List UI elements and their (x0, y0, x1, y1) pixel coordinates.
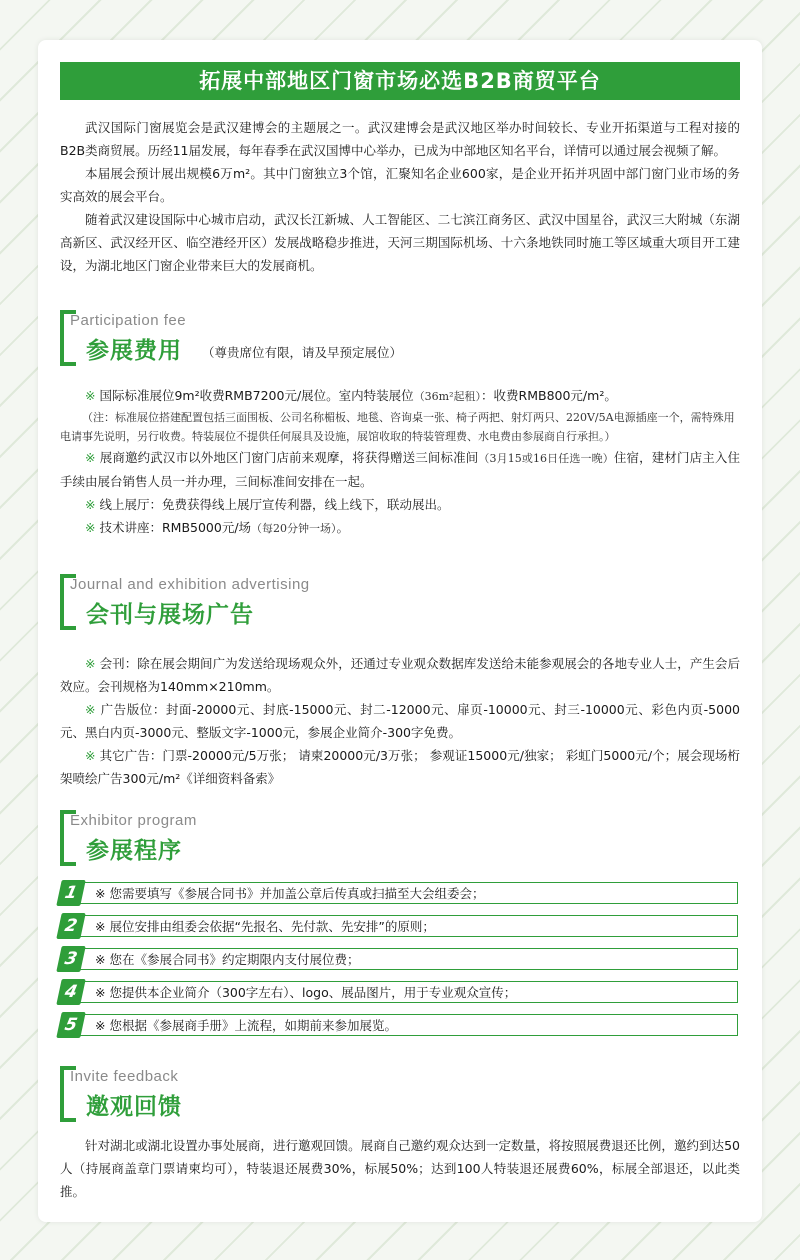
fee-heading-cn: 参展费用 (86, 338, 182, 364)
fee-standard-booth: ※ 国际标准展位9m²收费RMB7200元/展位。室内特装展位（36m²起租）：收费RMB800元/m²。 (85, 388, 617, 403)
ads-journal: ※ 会刊：除在展会期间广为发送给现场观众外，还通过专业观众数据库发送给未能参观展会的各地专业人士，产生会后效应。会刊规格为140mm×210mm。 (60, 656, 740, 694)
feedback-heading-en: Invite feedback (70, 1068, 179, 1085)
feedback-text: 针对湖北或湖北设置办事处展商，进行邀观回馈。展商自己邀约观众达到一定数量，将按照展费退还比例，邀约到达50人（持展商盖章门票请柬均可），特装退还展费30%，标展50%；达到100人特装退还展费60%，标展全部退还，以此类推。 (60, 1138, 740, 1199)
feedback-heading-cn: 邀观回馈 (86, 1094, 182, 1120)
feedback-section-header (60, 1066, 740, 1130)
brochure-card (38, 40, 762, 1222)
program-section-header (60, 810, 740, 874)
step-number-badge: 1 (56, 880, 86, 906)
fee-section-body (60, 384, 740, 540)
fee-store-invitation: ※ 展商邀约武汉市以外地区门窗门店前来观摩，将获得赠送三间标准间（3月15或16日任选一晚）住宿，建材门店主入住手续由展台销售人员一并办理，三间标准间安排在一起。 (60, 450, 740, 489)
program-step (62, 1014, 738, 1036)
reference-mark: ※ (85, 388, 96, 403)
reference-mark: ※ (85, 520, 96, 535)
reference-mark: ※ (85, 497, 96, 512)
step-text: ※ 您根据《参展商手册》上流程，如期前来参加展览。 (95, 1018, 397, 1033)
reference-mark: ※ (85, 656, 96, 671)
reference-mark: ※ (85, 450, 96, 465)
intro-paragraph-2: 本届展会预计展出规模6万m²。其中门窗独立3个馆，汇聚知名企业600家，是企业开拓并巩固中部门窗门业市场的务实高效的展会平台。 (60, 166, 740, 204)
fee-online-hall: ※ 线上展厅：免费获得线上展厅宣传利器，线上线下，联动展出。 (85, 497, 450, 512)
feedback-section-body (60, 1134, 740, 1203)
step-number-badge: 5 (56, 1012, 86, 1038)
ads-section-body (60, 652, 740, 790)
fee-section-header (60, 310, 740, 374)
program-steps (60, 882, 740, 1047)
fee-heading-note: （尊贵席位有限，请及早预定展位） (202, 345, 403, 360)
program-heading-cn: 参展程序 (86, 838, 182, 864)
step-text: ※ 展位安排由组委会依据“先报名、先付款、先安排”的原则； (95, 919, 435, 934)
ads-placement: ※ 广告版位：封面-20000元、封底-15000元、封二-12000元、扉页-10000元、封三-10000元、彩色内页-5000元、黑白内页-3000元、整版文字-1000元，参展企业简介-300字免费。 (60, 702, 740, 740)
program-step (62, 948, 738, 970)
step-number-badge: 4 (56, 979, 86, 1005)
step-number-badge: 3 (56, 946, 86, 972)
intro-paragraph-3: 随着武汉建设国际中心城市启动，武汉长江新城、人工智能区、二七滨江商务区、武汉中国星谷，武汉三大附城（东湖高新区、武汉经开区、临空港经开区）发展战略稳步推进，天河三期国际机场、十六条地铁同时施工等区域重大项目开工建设，为湖北地区门窗企业带来巨大的发展商机。 (60, 212, 740, 273)
program-heading-en: Exhibitor program (70, 812, 197, 829)
step-text: ※ 您在《参展合同书》约定期限内支付展位费； (95, 952, 360, 967)
ads-heading-cn: 会刊与展场广告 (86, 602, 254, 628)
intro-paragraph-1: 武汉国际门窗展览会是武汉建博会的主题展之一。武汉建博会是武汉地区举办时间较长、专业开拓渠道与工程对接的B2B类商贸展。历经11届发展，每年春季在武汉国博中心举办，已成为中部地区知名平台，详情可以通过展会视频了解。 (60, 120, 740, 158)
intro-section (60, 116, 740, 277)
page-title: 拓展中部地区门窗市场必选B2B商贸平台 (60, 62, 740, 100)
ads-section-header (60, 574, 740, 638)
program-step (62, 882, 738, 904)
step-number-badge: 2 (56, 913, 86, 939)
step-text: ※ 您提供本企业简介（300字左右）、logo、展品图片，用于专业观众宣传； (95, 985, 517, 1000)
program-step (62, 981, 738, 1003)
step-text: ※ 您需要填写《参展合同书》并加盖公章后传真或扫描至大会组委会； (95, 886, 485, 901)
fee-note: （注：标准展位搭建配置包括三面围板、公司名称楣板、地毯、咨询桌一张、椅子两把、射灯两只、220V/5A电源插座一个，需特殊用电请事先说明，另行收费。特装展位不提供任何展具及设施，展馆收取的特装管理费、水电费由参展商自行承担。） (60, 411, 735, 443)
reference-mark: ※ (85, 702, 97, 717)
fee-heading-en: Participation fee (70, 312, 187, 329)
program-step (62, 915, 738, 937)
ads-heading-en: Journal and exhibition advertising (70, 576, 310, 593)
fee-tech-lecture: ※ 技术讲座：RMB5000元/场（每20分钟一场）。 (85, 520, 350, 535)
ads-other: ※ 其它广告：门票-20000元/5万张； 请柬20000元/3万张； 参观证15000元/独家； 彩虹门5000元/个；展会现场桁架喷绘广告300元/m²《详细资料备索》 (60, 748, 740, 786)
reference-mark: ※ (85, 748, 96, 763)
